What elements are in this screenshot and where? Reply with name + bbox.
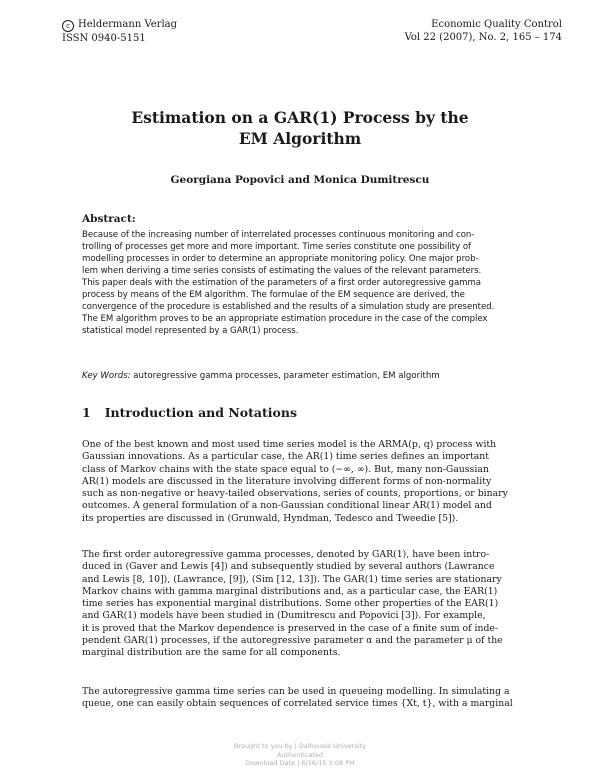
keywords [82, 371, 440, 381]
title-line: EM Algorithm [238, 129, 362, 148]
watermark-line: Brought to you by | Dalhousie University [234, 742, 366, 750]
abstract-line: lem when deriving a time series consists of estimating the values of the relevant parameters. [82, 266, 482, 276]
text-line: its properties are discussed in (Grunwald, Hyndman, Tedesco and Tweedie [5]). [82, 512, 459, 524]
volume-info: Vol 22 (2007), No. 2, 165 – 174 [404, 32, 562, 43]
text-line: pendent GAR(1) processes, if the autoregressive parameter α and the parameter μ of the [82, 635, 503, 647]
download-watermark [0, 742, 600, 768]
paper-title [0, 107, 600, 149]
watermark-line: Download Date | 6/16/15 5:08 PM [245, 759, 355, 767]
copyright-icon: c [62, 20, 74, 32]
abstract-line: statistical model represented by a GAR(1) process. [82, 326, 299, 336]
title-line: Estimation on a GAR(1) Process by the [131, 108, 469, 127]
text-line: Markov chains with gamma marginal distributions and, as a particular case, the EAR(1) [82, 585, 498, 597]
issn: ISSN 0940-5151 [62, 33, 146, 44]
keywords-text: autoregressive gamma processes, parameter estimation, EM algorithm [130, 371, 440, 381]
text-line: The first order autoregressive gamma processes, denoted by GAR(1), have been intro- [82, 549, 490, 560]
text-line: queue, one can easily obtain sequences of correlated service times {Xt, t}, with a marginal [82, 698, 513, 710]
abstract-heading: Abstract: [82, 213, 136, 225]
abstract-line: modelling processes in order to determine an appropriate monitoring policy. One major prob- [82, 254, 479, 264]
text-line: Gaussian innovations. As a particular case, the AR(1) time series defines an important [82, 451, 489, 463]
text-line: outcomes. A general formulation of a non-Gaussian conditional linear AR(1) model and [82, 500, 492, 512]
text-line: such as non-negative or heavy-tailed observations, series of counts, proportions, or binary [82, 488, 508, 500]
keywords-label: Key Words: [82, 371, 131, 381]
text-line: marginal distribution are the same for all components. [82, 647, 341, 659]
abstract-line: trolling of processes get more and more important. Time series constitute one possibility of [82, 242, 472, 252]
text-line: and Lewis [8, 10]), (Lawrance, [9]), (Sim [12, 13]). The GAR(1) time series are stationary [82, 573, 502, 585]
paragraph-intro-1 [82, 439, 522, 525]
text-line: AR(1) models are discussed in the literature involving different forms of non-normality [82, 475, 492, 487]
text-line: The autoregressive gamma time series can be used in queueing modelling. In simulating a [82, 686, 510, 697]
text-line: duced in (Gaver and Lewis [4]) and subsequently studied by several authors (Lawrance [82, 561, 495, 573]
text-line: class of Markov chains with the state space equal to (−∞, ∞). But, many non-Gaussian [82, 463, 489, 475]
publisher-line [62, 18, 177, 32]
abstract-line: Because of the increasing number of interrelated processes continuous monitoring and con- [82, 230, 475, 240]
text-line: it is proved that the Markov dependence is preserved in the case of a finite sum of inde- [82, 622, 499, 634]
authors: Georgiana Popovici and Monica Dumitrescu [170, 174, 430, 186]
watermark-line: Authenticated [277, 750, 323, 759]
running-header-right [405, 18, 562, 44]
publisher-name: Heldermann Verlag [78, 19, 178, 30]
abstract-line: process by means of the EM algorithm. The formulae of the EM sequence are derived, the [82, 290, 465, 300]
journal-name: Economic Quality Control [431, 19, 562, 30]
abstract-line: convergence of the procedure is established and the results of a simulation study are presented. [82, 302, 495, 312]
section-title: Introduction and Notations [104, 405, 297, 420]
text-line: time series has exponential marginal distributions. Some other properties of the EAR(1) [82, 598, 499, 610]
abstract-line: The EM algorithm proves to be an appropriate estimation procedure in the case of the complex [82, 314, 488, 324]
running-header-left [62, 18, 177, 45]
paragraph-intro-2 [82, 549, 522, 660]
text-line: One of the best known and most used time series model is the ARMA(p, q) process with [82, 439, 497, 450]
section-heading [82, 405, 297, 420]
abstract-body [82, 229, 520, 337]
text-line: and GAR(1) models have been studied in (Dumitrescu and Popovici [3]). For example, [82, 610, 486, 622]
abstract-line: This paper deals with the estimation of the parameters of a first order autoregressive gamma [82, 278, 482, 288]
paragraph-intro-3 [82, 686, 522, 711]
section-number: 1 [82, 405, 91, 420]
